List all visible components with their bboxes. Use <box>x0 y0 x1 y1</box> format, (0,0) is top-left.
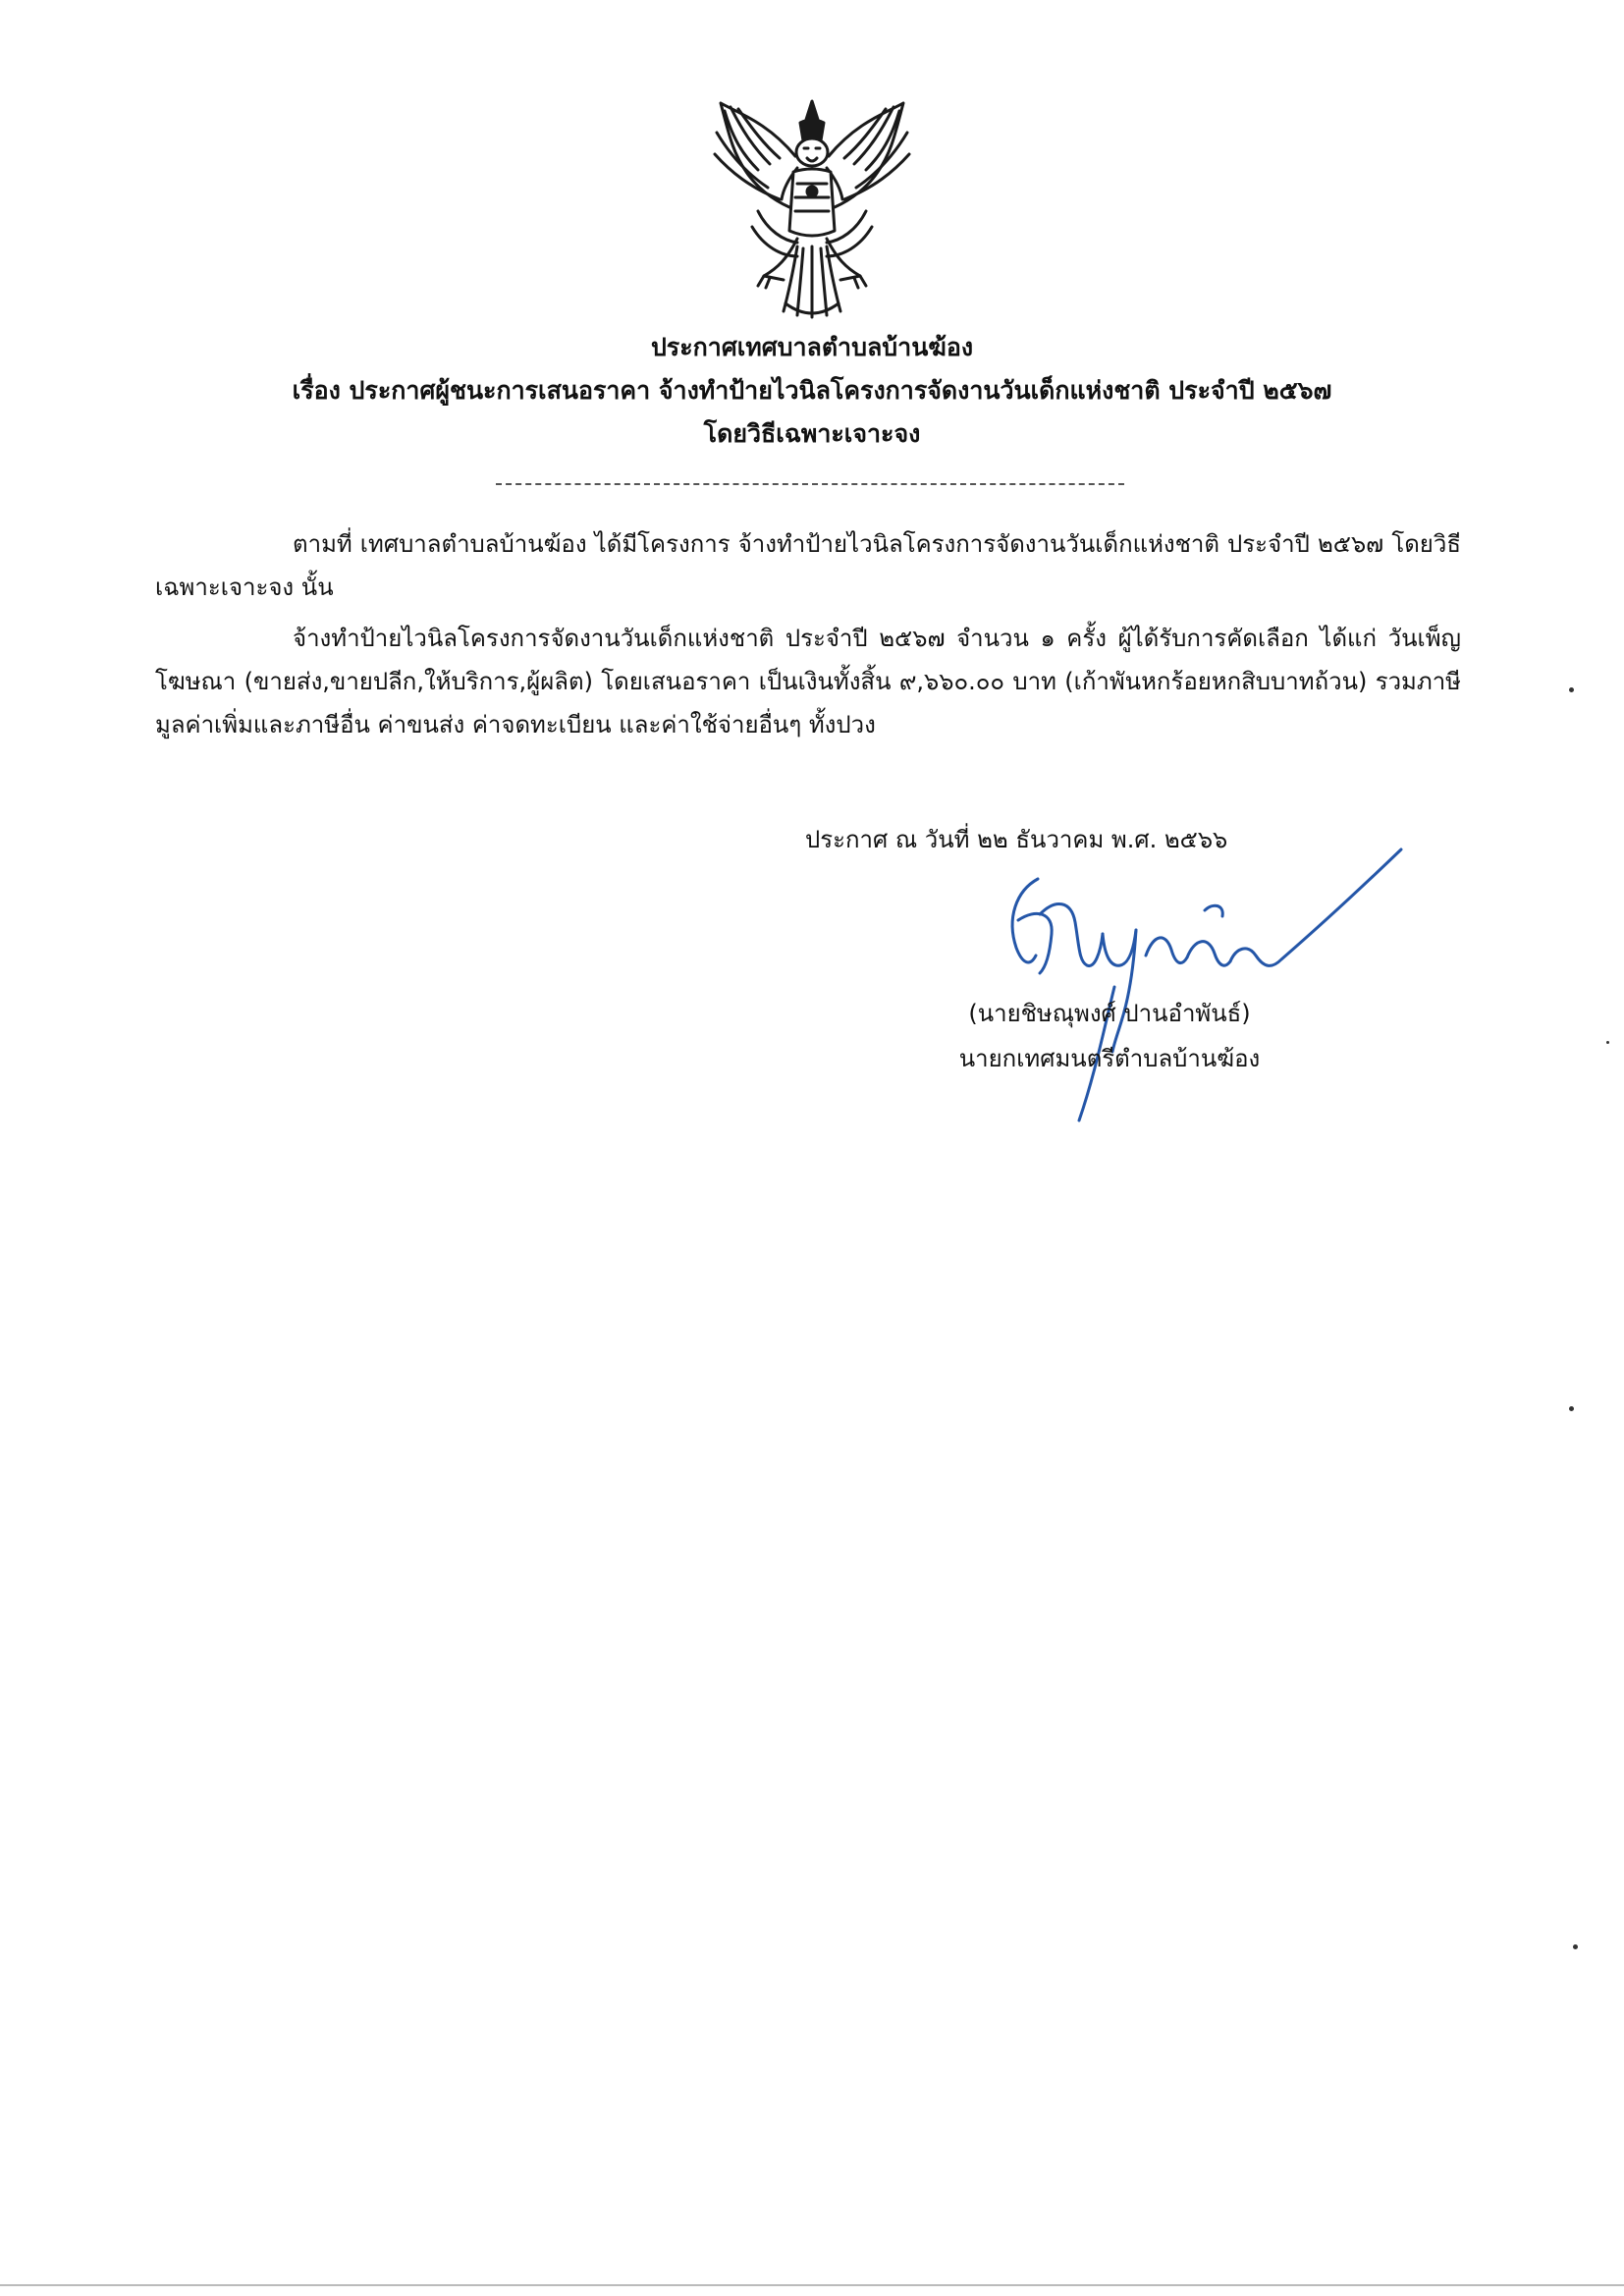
garuda-emblem-icon <box>699 93 925 324</box>
procurement-method: โดยวิธีเฉพาะเจาะจง <box>703 419 921 448</box>
handwritten-signature-icon <box>977 840 1419 1124</box>
title-separator <box>496 483 1124 485</box>
body-paragraph-1: ตามที่ เทศบาลตำบลบ้านฆ้อง ได้มีโครงการ จ้างทำป้ายไวนิลโครงการจัดงานวันเด็กแห่งชาติ ประจำปี ๒๕๖๗ โดยวิธีเฉพาะเจาะจง นั้น <box>155 530 1461 601</box>
document-subject: เรื่อง ประกาศผู้ชนะการเสนอราคา จ้างทำป้ายไวนิลโครงการจัดงานวันเด็กแห่งชาติ ประจำปี ๒๕๖๗ <box>292 376 1332 405</box>
document-title: ประกาศเทศบาลตำบลบ้านฆ้อง <box>650 333 974 361</box>
signatory-name: (นายชิษณุพงศ์ ปานอำพันธ์) <box>968 1000 1251 1027</box>
scan-speck <box>1606 1041 1609 1044</box>
body-paragraph-2: จ้างทำป้ายไวนิลโครงการจัดงานวันเด็กแห่งชาติ ประจำปี ๒๕๖๗ จำนวน ๑ ครั้ง ผู้ได้รับการคัดเลือก ได้แก่ วันเพ็ญโฆษณา (ขายส่ง,ขายปลีก,ให้บริการ,ผู้ผลิต) โดยเสนอราคา เป็นเงินทั้งสิ้น ๙,๖๖๐.๐๐ บาท (เก้าพันหกร้อยหกสิบบาทถ้วน) รวมภาษีมูลค่าเพิ่มและภาษีอื่น ค่าขนส่ง ค่าจดทะเบียน และค่าใช้จ่ายอื่นๆ ทั้งปวง <box>155 625 1461 738</box>
signatory-position: นายกเทศมนตรีตำบลบ้านฆ้อง <box>958 1045 1261 1072</box>
announcement-date: ประกาศ ณ วันที่ ๒๒ ธันวาคม พ.ศ. ๒๕๖๖ <box>805 826 1228 853</box>
scan-speck <box>1569 1406 1574 1411</box>
scan-speck <box>1569 687 1574 692</box>
scan-bottom-edge <box>0 2284 1624 2286</box>
scan-speck <box>1573 1944 1578 1949</box>
